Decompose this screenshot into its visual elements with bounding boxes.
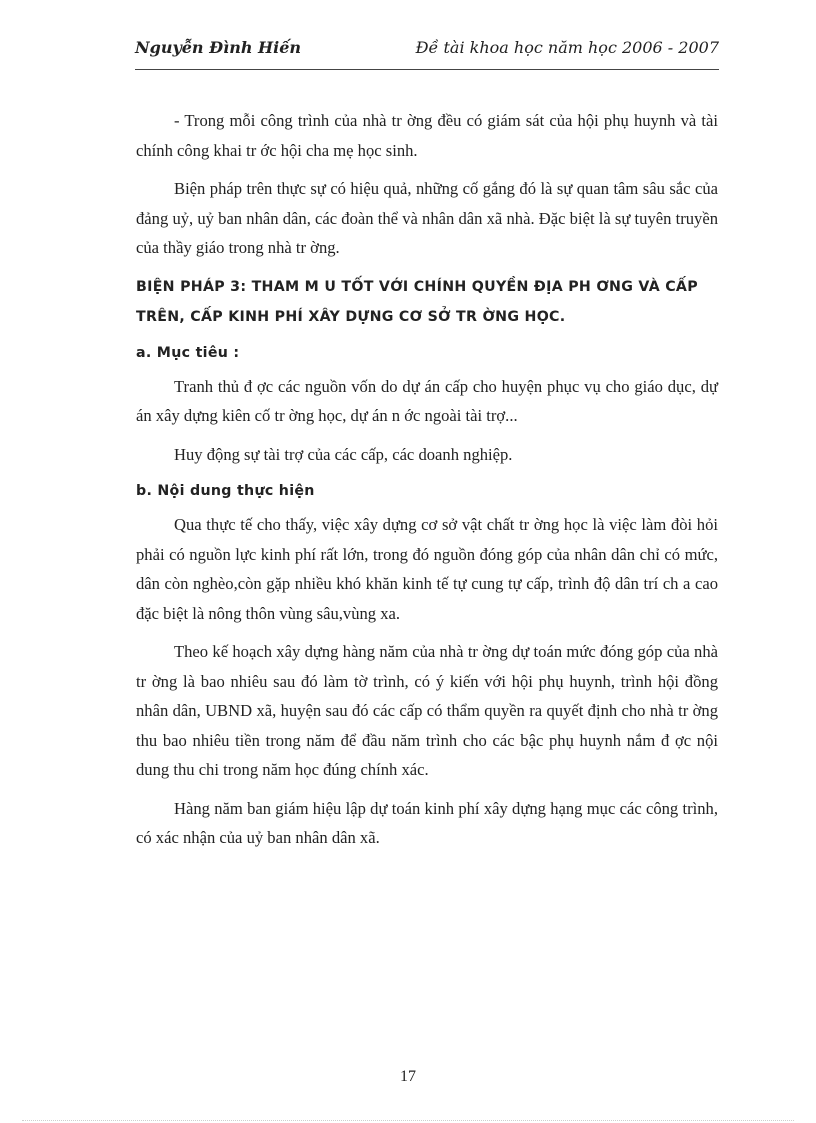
- header-author: Nguyễn Đình Hiến: [135, 38, 302, 57]
- page-header: [135, 38, 719, 64]
- header-topic: Đề tài khoa học năm học 2006 - 2007: [415, 38, 719, 57]
- header-divider: [135, 69, 719, 70]
- paragraph-sponsorship: Huy động sự tài trợ của các cấp, các doanh nghiệp.: [174, 444, 513, 464]
- paragraph-funding-sources: Tranh thủ đ ợc các nguồn vốn do dự án cấp cho huyện phục vụ cho giáo dục, dự án xây dựng kiên cố tr ờng học, dự án n ớc ngoài tài trợ...: [136, 376, 718, 425]
- page-bottom-border: [22, 1120, 794, 1121]
- section-heading: BIỆN PHÁP 3: THAM M U TỐT VỚI CHÍNH QUYỀN ĐỊA PH ƠNG VÀ CẤP TRÊN, CẤP KINH PHÍ XÂY DỰNG CƠ SỞ TR ỜNG HỌC.: [136, 278, 698, 325]
- subheading-objectives: a. Mục tiêu :: [136, 344, 240, 361]
- page-body: [136, 106, 718, 862]
- page-number: 17: [400, 1068, 416, 1085]
- subheading-implementation: b. Nội dung thực hiện: [136, 483, 315, 499]
- paragraph-annual-plan: Theo kế hoạch xây dựng hàng năm của nhà tr ờng dự toán mức đóng góp của nhà tr ờng là bao nhiêu sau đó làm tờ trình, có ý kiến với hội phụ huynh, trình hội đồng nhân dân, UBND xã, huyện sau đó các cấp có thẩm quyền ra quyết định cho nhà tr ờng thu bao nhiêu tiền trong năm để đầu năm trình cho các bậc phụ huynh nắm đ ợc nội dung thu chi trong năm học đúng chính xác.: [136, 642, 718, 779]
- paragraph-budget-estimate: Hàng năm ban giám hiệu lập dự toán kinh phí xây dựng hạng mục các công trình, có xác nhận của uỷ ban nhân dân xã.: [136, 798, 718, 847]
- paragraph-effectiveness: Biện pháp trên thực sự có hiệu quả, những cố gắng đó là sự quan tâm sâu sắc của đảng uỷ, uỷ ban nhân dân, các đoàn thể và nhân dân xã nhà. Đặc biệt là sự tuyên truyền của thầy giáo trong nhà tr ờng.: [136, 179, 718, 257]
- paragraph-reality: Qua thực tế cho thấy, việc xây dựng cơ sở vật chất tr ờng học là việc làm đòi hỏi phải có nguồn lực kinh phí rất lớn, trong đó nguồn đóng góp của nhân dân chỉ có mức, dân còn nghèo,còn gặp nhiều khó khăn kinh tế tự cung tự cấp, trình độ dân trí ch a cao đặc biệt là nông thôn vùng sâu,vùng xa.: [136, 515, 718, 623]
- paragraph-supervision: - Trong mỗi công trình của nhà tr ờng đều có giám sát của hội phụ huynh và tài chính công khai tr ớc hội cha mẹ học sinh.: [136, 111, 718, 160]
